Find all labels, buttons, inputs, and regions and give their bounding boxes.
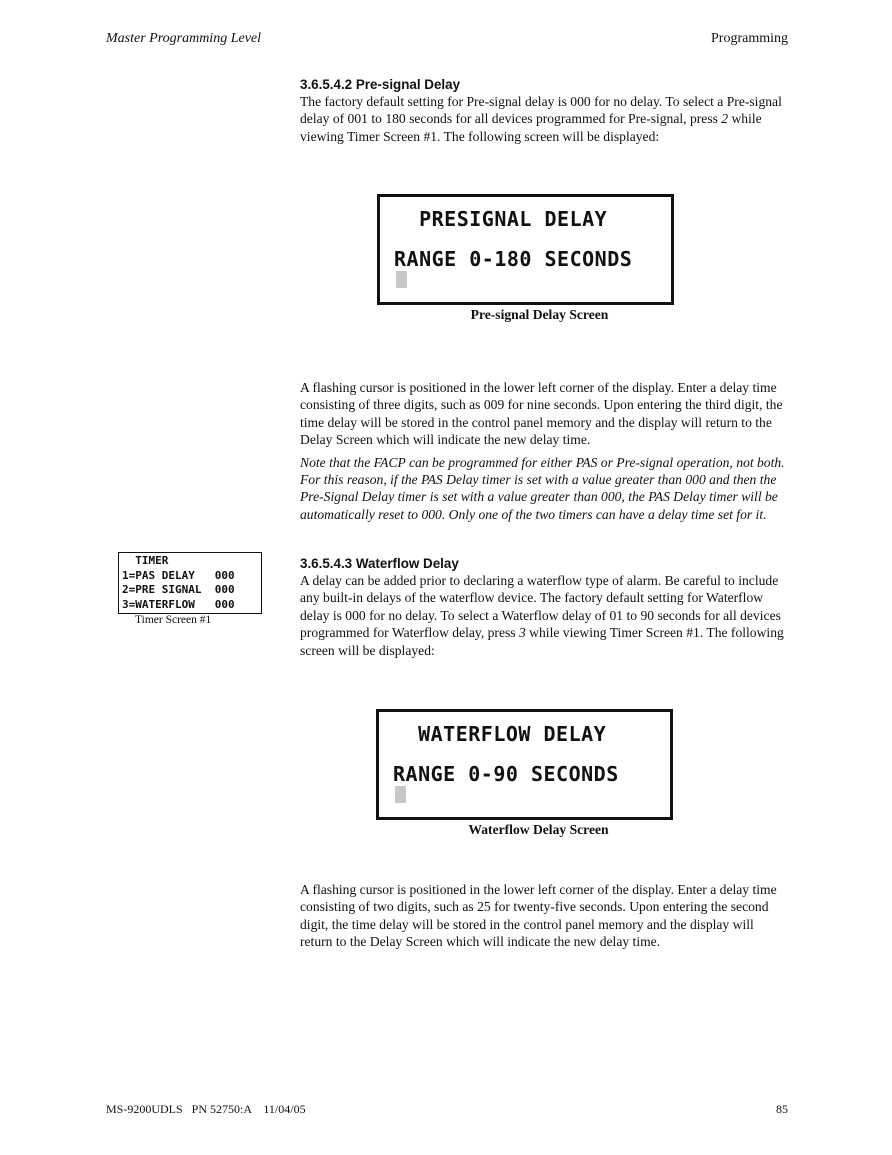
presignal-intro [300, 76, 788, 145]
running-header-section: Programming [711, 31, 788, 46]
footer-document-id: MS-9200UDLS PN 52750:A 11/04/05 [106, 1102, 306, 1116]
waterflow-cursor [395, 786, 406, 803]
running-header-title: Master Programming Level [106, 31, 262, 46]
presignal-paragraph [300, 93, 788, 145]
presignal-explanation [300, 379, 788, 523]
timer-screen-caption: Timer Screen #1 [135, 614, 212, 626]
timer-line-presignal: 2=PRE SIGNAL 000 [122, 583, 235, 596]
presignal-key: 2 [721, 111, 729, 127]
presignal-cursor [396, 271, 407, 288]
waterflow-paragraph [300, 572, 788, 659]
presignal-paragraph-b: while viewing Timer Screen #1. The following screen will be displayed: [300, 111, 762, 144]
waterflow-explanation [300, 881, 788, 951]
waterflow-intro [300, 555, 788, 659]
presignal-heading: 3.6.5.4.2 Pre-signal Delay [300, 77, 461, 92]
presignal-note: Note that the FACP can be programmed for either PAS or Pre-signal operation, not both. For this reason, if the PAS Delay timer is set with a value greater than 000 and then the Pre-Signal Delay timer is set with a value greater than 000, the PAS Delay timer will be automatically reset to 000. Only one of the two timers can have a delay time set for it. [300, 454, 785, 522]
timer-line-waterflow: 3=WATERFLOW 000 [122, 597, 235, 611]
presignal-screen-line1: PRESIGNAL DELAY [394, 207, 608, 231]
waterflow-after-paragraph: A flashing cursor is positioned in the lower left corner of the display. Enter a delay time consisting of two digits, such as 25 for twenty-five seconds. Upon entering the second digit, the time delay will be stored in the control panel memory and the display will return to the Delay Screen which will indicate the new delay time. [300, 882, 777, 950]
timer-line-title: TIMER [122, 554, 169, 567]
waterflow-paragraph-a: A delay can be added prior to declaring a waterflow type of alarm. Be careful to include any built-in delays of the waterflow device. The factory default setting for Waterflow delay is 000 for no delay. To select a Waterflow delay of 01 to 90 seconds for all devices programmed for Waterflow delay, press [300, 573, 781, 641]
presignal-screen-caption: Pre-signal Delay Screen [470, 307, 609, 322]
waterflow-screen-line2: RANGE 0-90 SECONDS [393, 762, 619, 786]
waterflow-screen-caption: Waterflow Delay Screen [468, 822, 609, 837]
timer-line-pas: 1=PAS DELAY 000 [122, 568, 235, 582]
waterflow-key: 3 [518, 625, 526, 641]
presignal-paragraph-a: The factory default setting for Pre-signal delay is 000 for no delay. To select a Pre-signal delay of 001 to 180 seconds for all devices programmed for Pre-signal, press [300, 94, 782, 127]
waterflow-heading: 3.6.5.4.3 Waterflow Delay [300, 556, 459, 571]
waterflow-paragraph-b: while viewing Timer Screen #1. The following screen will be displayed: [300, 625, 784, 658]
waterflow-delay-screen [376, 709, 673, 820]
presignal-delay-screen [377, 194, 674, 305]
waterflow-screen-line1: WATERFLOW DELAY [393, 722, 607, 746]
page-number: 85 [776, 1102, 788, 1116]
presignal-screen-line2: RANGE 0-180 SECONDS [394, 247, 633, 271]
timer-screen-display [118, 552, 262, 614]
presignal-after-paragraph: A flashing cursor is positioned in the lower left corner of the display. Enter a delay time consisting of three digits, such as 009 for nine seconds. Upon entering the third digit, the time delay will be stored in the control panel memory and the display will return to the Delay Screen which will indicate the new delay time. [300, 380, 783, 448]
